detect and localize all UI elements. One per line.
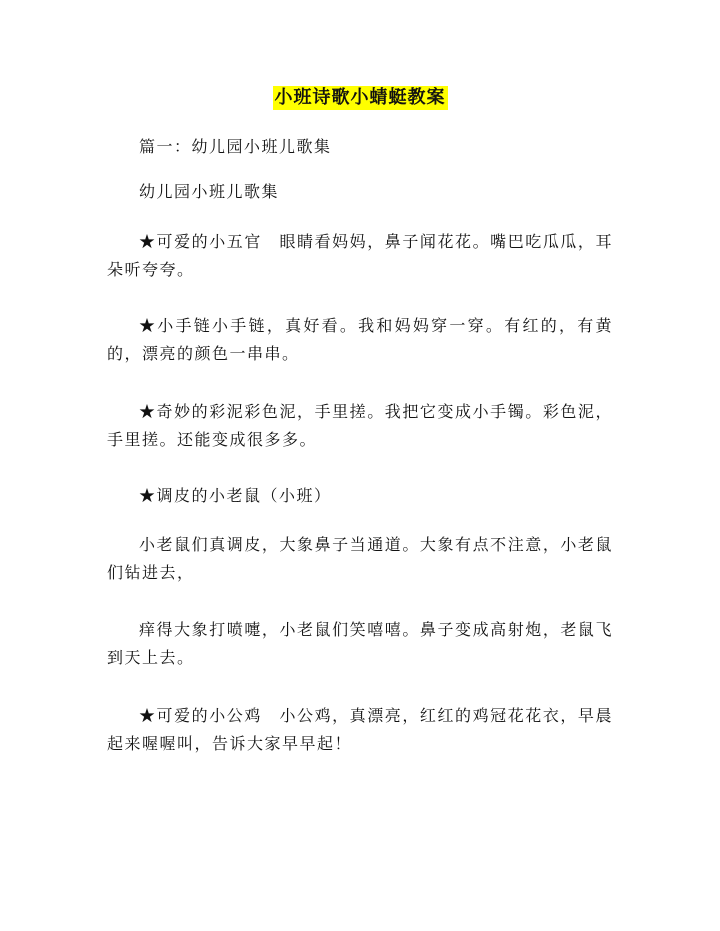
poem-paragraph: ★奇妙的彩泥彩色泥，手里搓。我把它变成小手镯。彩色泥，手里搓。还能变成很多多。 (107, 402, 613, 449)
document-title: 小班诗歌小蜻蜓教案 (274, 87, 446, 108)
poem-paragraph: ★可爱的小五官 眼睛看妈妈，鼻子闻花花。嘴巴吃瓜瓜，耳朵听夸夸。 (107, 232, 613, 279)
poem-paragraph: ★小手链小手链，真好看。我和妈妈穿一穿。有红的，有黄的，漂亮的颜色一串串。 (107, 316, 613, 363)
title-container (0, 86, 720, 110)
poem-paragraph: 痒得大象打喷嚏，小老鼠们笑嘻嘻。鼻子变成高射炮，老鼠飞到天上去。 (107, 620, 613, 667)
poem-paragraph: ★可爱的小公鸡 小公鸡，真漂亮，红红的鸡冠花花衣，早晨起来喔喔叫，告诉大家早早起！ (107, 706, 613, 753)
poem-paragraph: ★调皮的小老鼠（小班） (139, 486, 332, 505)
poem-paragraph: 小老鼠们真调皮，大象鼻子当通道。大象有点不注意，小老鼠们钻进去， (107, 535, 613, 582)
section-heading: 篇一：幼儿园小班儿歌集 (139, 137, 332, 156)
subheading: 幼儿园小班儿歌集 (139, 182, 280, 201)
